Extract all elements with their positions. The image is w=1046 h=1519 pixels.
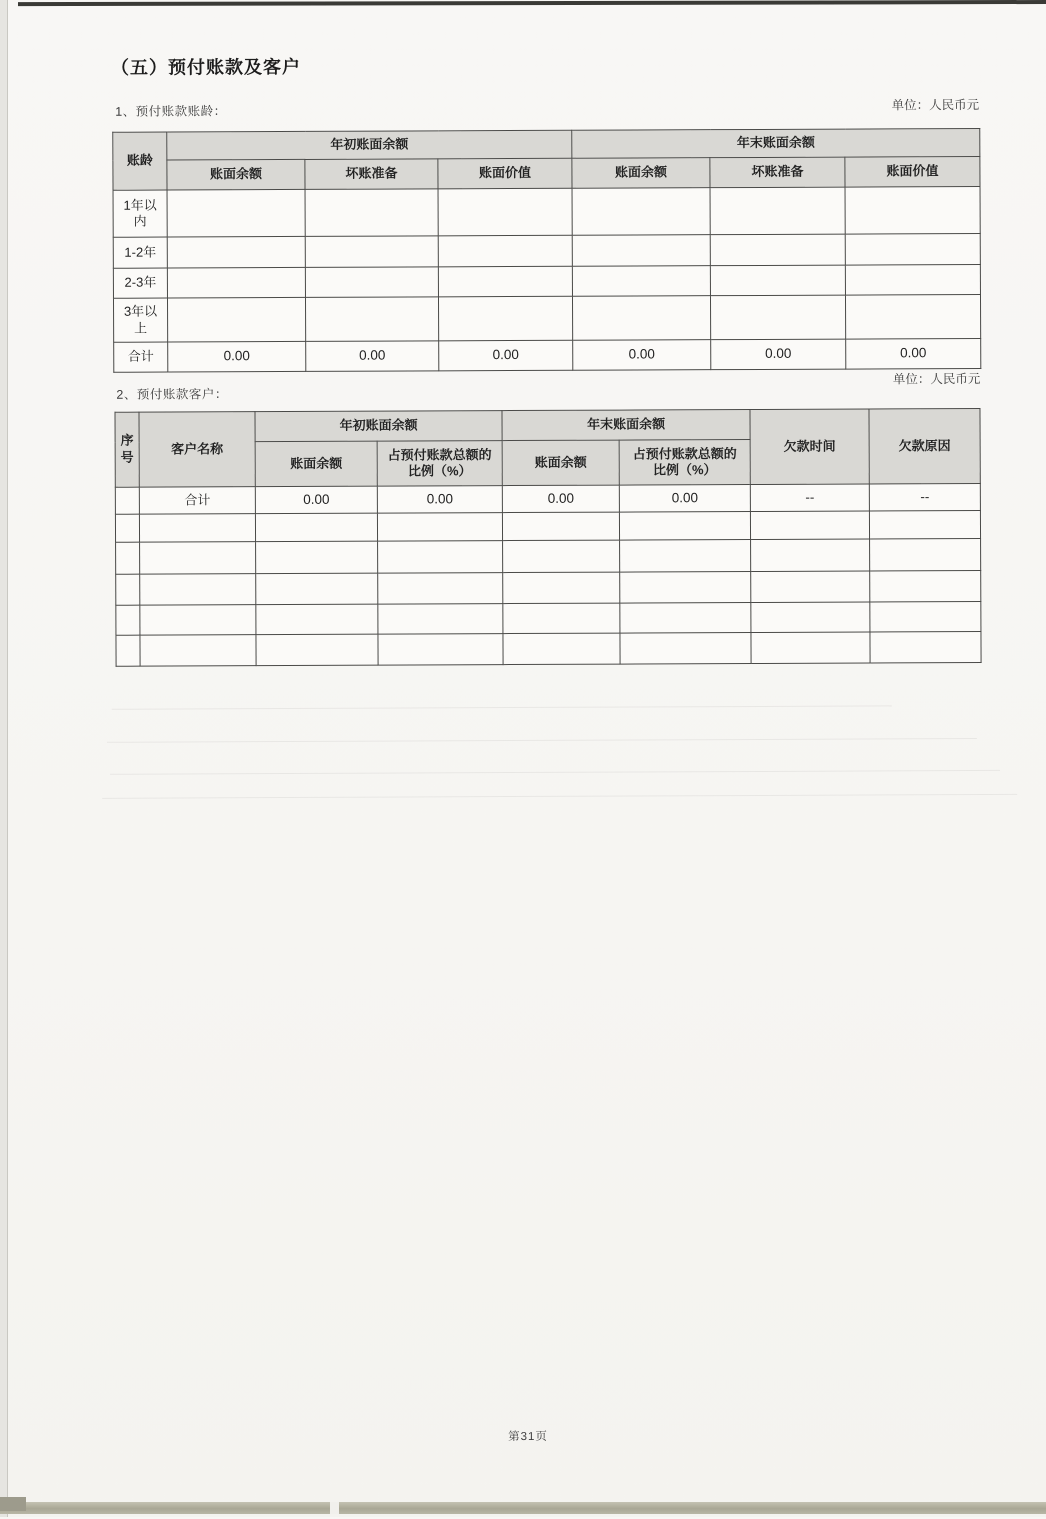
- table-row: [116, 538, 981, 574]
- data-cell: [305, 189, 438, 237]
- data-cell: [846, 294, 981, 339]
- data-cell: [870, 601, 981, 631]
- data-cell: [167, 236, 305, 268]
- table-row-total: [114, 338, 981, 372]
- data-cell: [711, 295, 846, 340]
- data-cell: [116, 542, 140, 574]
- data-cell: [438, 296, 572, 341]
- data-cell: [305, 236, 438, 268]
- row-label-cell: [113, 237, 167, 268]
- data-cell: 0.00: [502, 485, 619, 513]
- data-cell: 0.00: [377, 486, 502, 514]
- header-cell: 账面价值: [845, 156, 980, 187]
- table-row: [113, 156, 980, 190]
- data-cell: [438, 235, 572, 267]
- data-cell: [503, 540, 620, 573]
- data-cell: [139, 514, 255, 543]
- header-cell: 账面余额: [502, 440, 619, 486]
- header-cell-begin-balance-group: 年初账面余额: [167, 130, 572, 160]
- aging-table: [112, 128, 981, 373]
- data-cell: [378, 573, 503, 605]
- data-cell: [438, 266, 572, 297]
- data-cell: [256, 541, 378, 574]
- scan-artifact-line: [112, 705, 892, 709]
- table-row: [113, 128, 980, 160]
- data-cell: [140, 574, 256, 606]
- data-cell: [305, 267, 438, 298]
- data-cell: 0.00: [573, 340, 711, 371]
- data-cell: [116, 635, 140, 666]
- data-cell: [502, 512, 619, 541]
- scan-artifact-line: [110, 770, 1000, 775]
- data-cell: [115, 487, 139, 514]
- header-cell-debt-time: 欠款时间: [750, 409, 869, 485]
- header-cell: 坏账准备: [305, 159, 438, 190]
- data-cell: [710, 265, 845, 296]
- data-cell: [503, 603, 620, 634]
- row-label-cell: [113, 268, 167, 298]
- data-cell: [572, 266, 710, 297]
- data-cell: [751, 571, 870, 603]
- data-cell: [619, 511, 750, 540]
- data-cell: [870, 631, 981, 662]
- page-title: （五）预付账款及客户: [110, 56, 302, 78]
- table-row: [113, 186, 980, 237]
- header-cell-aging: 账龄: [113, 132, 167, 190]
- data-cell: [378, 541, 503, 574]
- data-cell: [870, 570, 981, 601]
- data-cell: [256, 604, 378, 635]
- header-cell: [377, 441, 502, 487]
- data-cell: [869, 510, 980, 538]
- row-label: 2-3年: [124, 274, 157, 291]
- data-cell: [845, 264, 980, 295]
- data-cell: [256, 573, 378, 605]
- header-cell-seq: [115, 412, 139, 487]
- table-row: [113, 294, 980, 342]
- data-cell: [377, 513, 502, 542]
- section1-unit-label: 单位：人民币元: [891, 97, 980, 113]
- table-row: [115, 510, 980, 542]
- header-cell: [619, 439, 750, 485]
- data-cell: [751, 632, 870, 664]
- data-cell: 0.00: [255, 486, 377, 514]
- data-cell: [573, 296, 711, 341]
- table-row: [113, 264, 980, 298]
- data-cell: [378, 634, 503, 666]
- header-cell-customer: 客户名称: [139, 412, 255, 488]
- section1-label: 1、预付账款账龄：: [115, 104, 227, 119]
- table-row: [116, 631, 981, 666]
- header-cell: 账面余额: [572, 158, 710, 189]
- data-cell: [255, 513, 377, 542]
- header-cell: 账面余额: [167, 159, 305, 190]
- header-cell: 账面价值: [438, 158, 572, 189]
- data-cell: 0.00: [711, 339, 846, 370]
- row-label: 1年以内: [123, 197, 157, 229]
- customer-table: [114, 408, 981, 667]
- data-cell: 合计: [139, 487, 255, 515]
- table-row: [116, 570, 981, 605]
- row-label: 合计: [127, 348, 154, 365]
- data-cell: [751, 602, 870, 633]
- data-cell: [503, 572, 620, 604]
- scan-artifact-line: [102, 794, 1017, 799]
- header-cell-begin-balance-group: 年初账面余额: [255, 411, 502, 442]
- data-cell: [167, 189, 305, 237]
- section2-label: 2、预付账款客户：: [116, 387, 228, 402]
- data-cell: 0.00: [306, 341, 439, 372]
- data-cell: [116, 574, 140, 605]
- table-row-total: [115, 483, 980, 514]
- seq-header-text: 序号: [120, 432, 134, 465]
- data-cell: [167, 267, 305, 298]
- data-cell: 0.00: [439, 340, 573, 371]
- data-cell: [140, 605, 256, 636]
- scan-edge-notch: [330, 1502, 339, 1514]
- data-cell: [572, 188, 710, 236]
- data-cell: --: [869, 483, 980, 510]
- row-label: 3年以上: [123, 303, 158, 336]
- data-cell: 0.00: [619, 484, 750, 512]
- data-cell: [116, 605, 140, 635]
- header-cell: 坏账准备: [710, 157, 845, 188]
- footer-page-number: 第31页: [508, 1430, 548, 1444]
- data-cell: [751, 539, 870, 572]
- data-cell: [256, 634, 378, 666]
- table-row: [113, 233, 980, 268]
- scan-edge-left: [0, 0, 8, 1517]
- data-cell: [378, 604, 503, 635]
- row-label-cell: [113, 298, 167, 342]
- data-cell: [438, 188, 572, 236]
- data-cell: [115, 514, 139, 542]
- row-label-cell: [113, 190, 167, 237]
- data-cell: [710, 187, 845, 235]
- data-cell: [140, 542, 256, 575]
- data-cell: [620, 632, 751, 664]
- row-label-cell: [114, 342, 168, 372]
- data-cell: [503, 633, 620, 665]
- data-cell: [620, 539, 751, 572]
- data-cell: [845, 186, 980, 234]
- header-cell-end-balance-group: 年末账面余额: [502, 409, 750, 440]
- table-row: [116, 601, 981, 635]
- data-cell: [620, 571, 751, 603]
- data-cell: [870, 538, 981, 570]
- data-cell: [305, 297, 438, 342]
- data-cell: [845, 233, 980, 265]
- data-cell: --: [750, 484, 869, 512]
- data-cell: [140, 635, 256, 667]
- data-cell: 0.00: [846, 338, 981, 369]
- scan-edge-corner: [0, 1497, 26, 1511]
- table-row: [115, 408, 980, 442]
- header-cell: 账面余额: [255, 441, 377, 487]
- scan-edge-bottom: [0, 1502, 1046, 1514]
- data-cell: [572, 235, 710, 267]
- header-cell-end-balance-group: 年末账面余额: [572, 128, 980, 158]
- data-cell: [710, 234, 845, 266]
- pct-header-text: 占预付账款总额的比例（%）: [387, 446, 492, 479]
- data-cell: 0.00: [168, 341, 306, 372]
- data-cell: [620, 602, 751, 633]
- row-label: 1-2年: [124, 244, 157, 260]
- section2-unit-label: 单位：人民币元: [892, 371, 981, 387]
- pct-header-text: 占预付账款总额的比例（%）: [632, 445, 737, 478]
- scan-artifact-line: [107, 738, 977, 743]
- data-cell: [750, 511, 869, 540]
- data-cell: [167, 297, 305, 342]
- header-cell-debt-reason: 欠款原因: [869, 408, 980, 483]
